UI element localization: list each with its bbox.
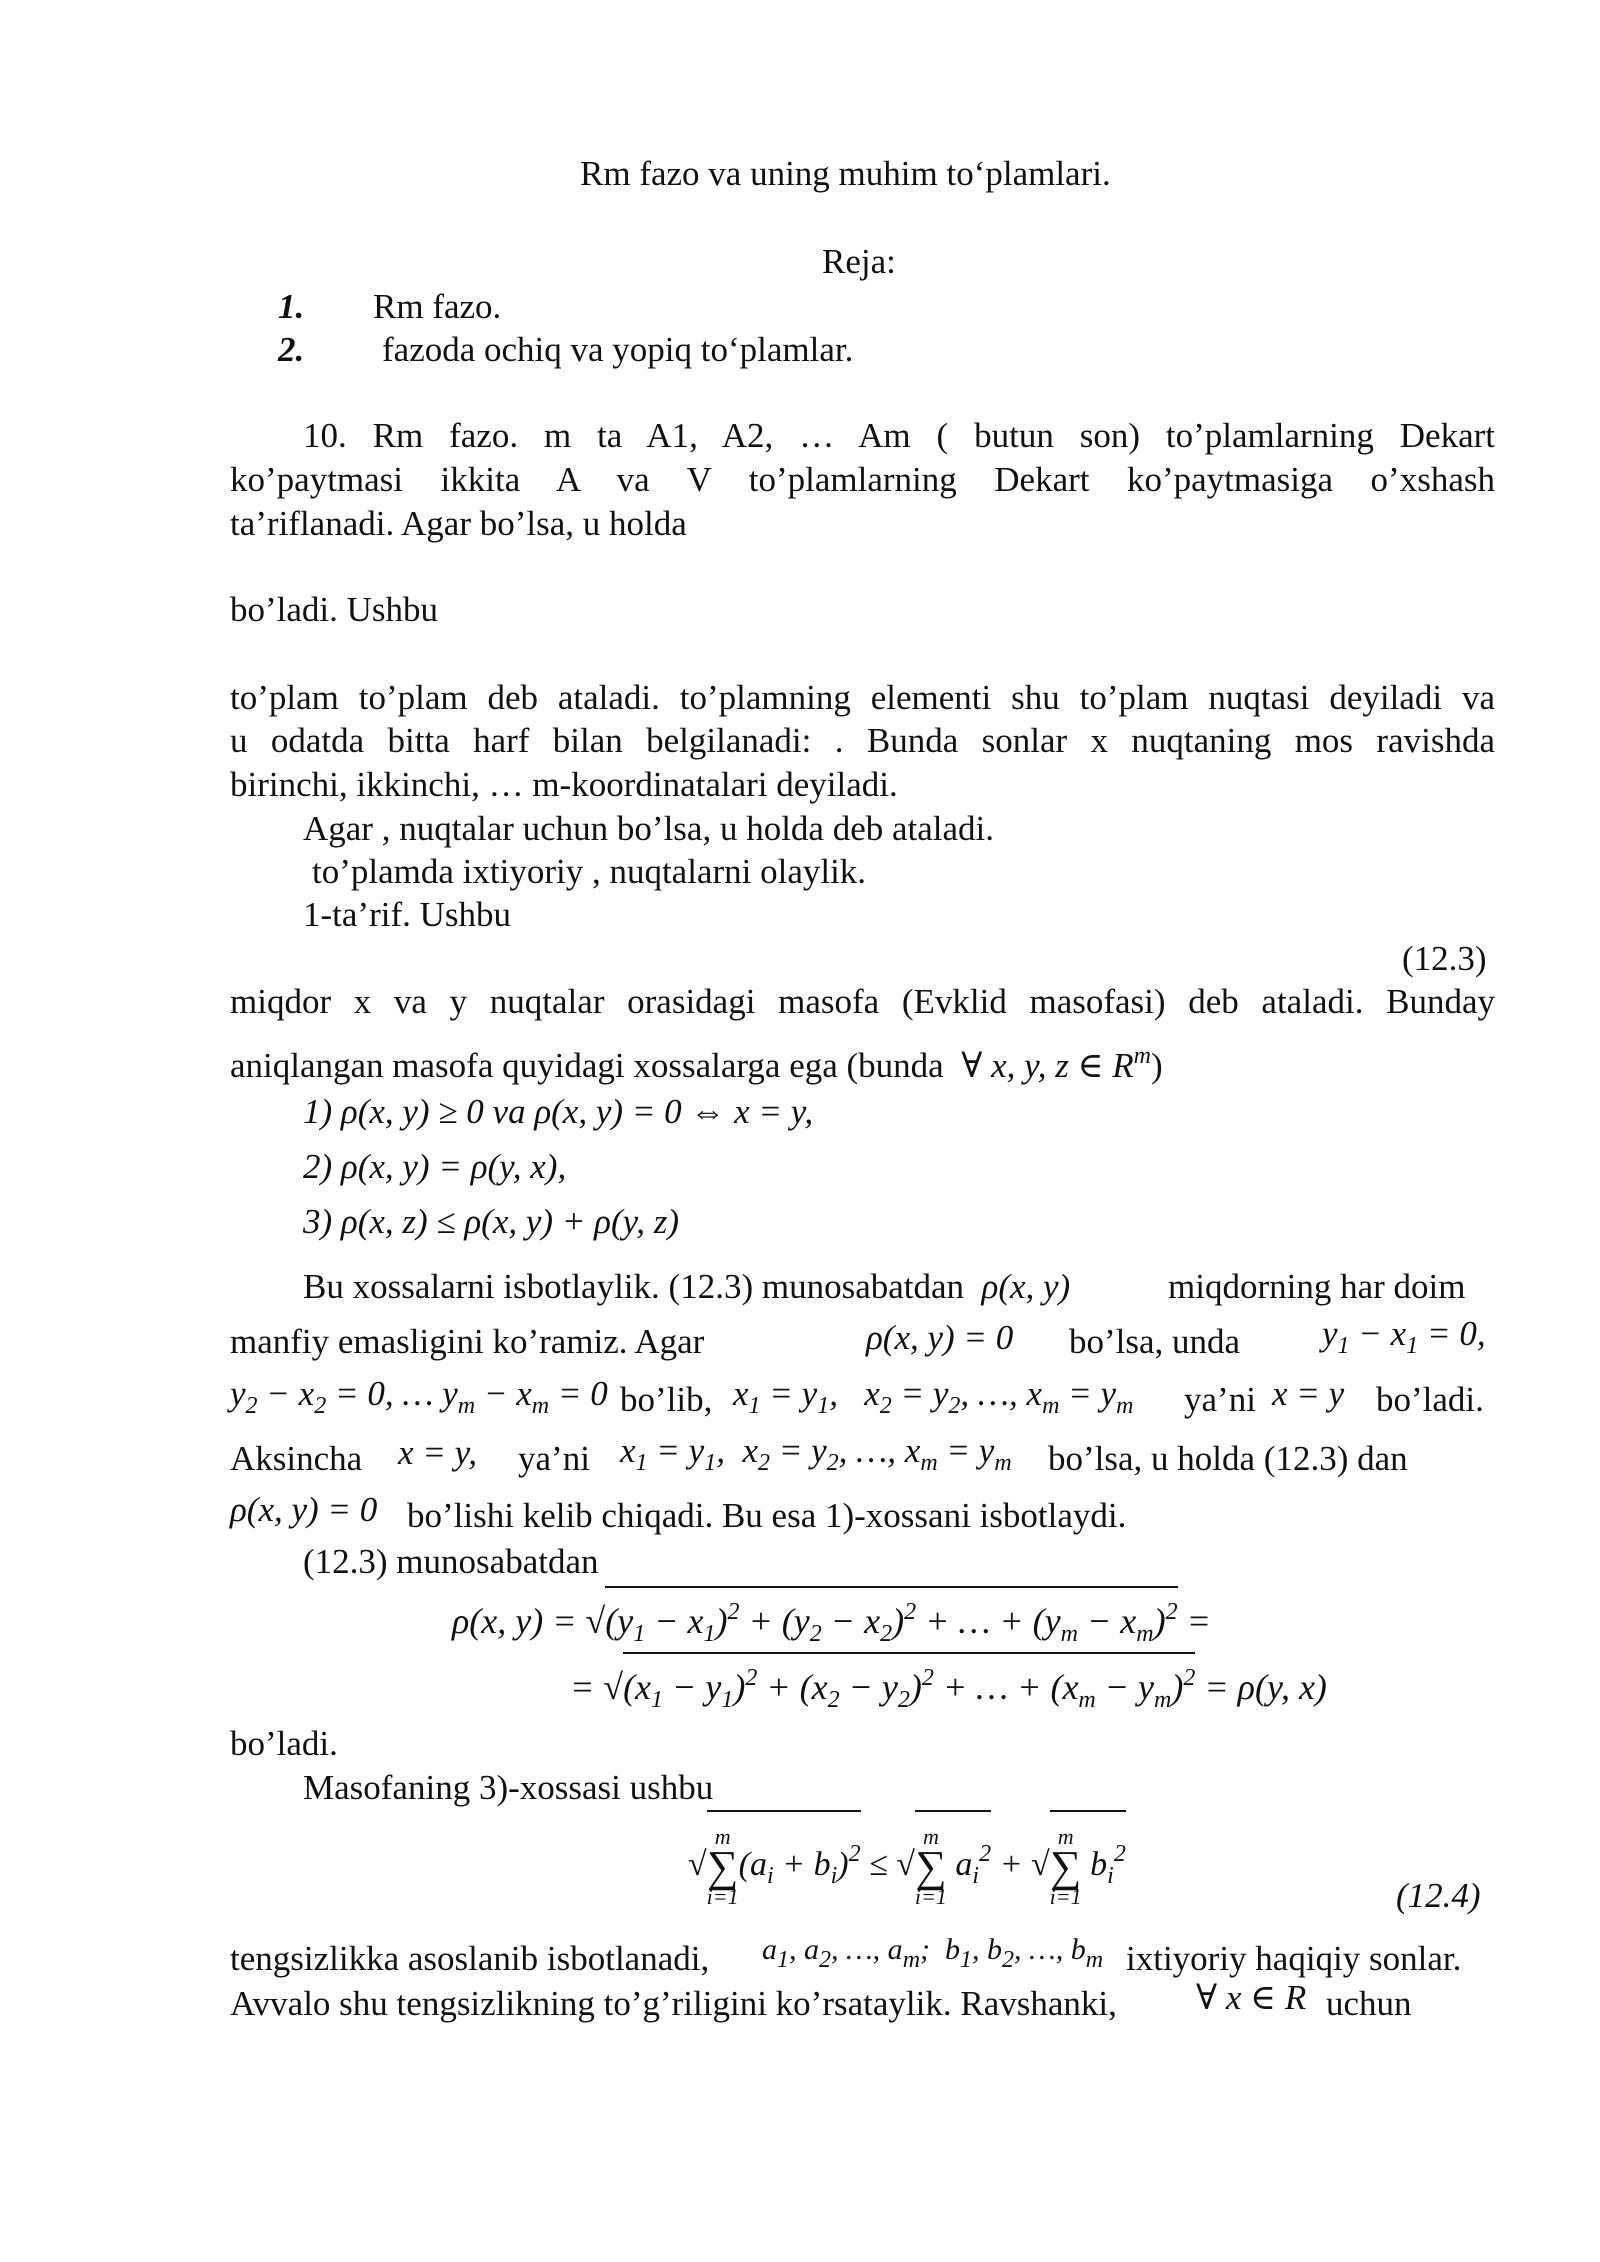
math-inline: ∀ x ∈ R	[1196, 1978, 1307, 2017]
paragraph-line: u odatda bitta harf bilan belgilanadi: . Bunda sonlar x nuqtaning mos ravishda	[230, 721, 1495, 760]
paragraph-line: Aksincha	[230, 1439, 363, 1478]
paragraph-line: uchun	[1326, 1984, 1412, 2023]
paragraph-line: Avvalo shu tengsizlikning to’g’riligini ko’rsataylik. Ravshanki,	[230, 1984, 1117, 2023]
paragraph-line: bo’ladi.	[1376, 1380, 1484, 1419]
math-inline: $a_1$, $a_2$, …, $a_m$; $b_1$, $b_2$, …, $b_m$	[762, 1933, 1104, 1973]
paragraph-line: bo’lib,	[620, 1380, 713, 1419]
paragraph-line: bo’ladi.	[230, 1724, 338, 1763]
paragraph-line: to’plam to’plam deb ataladi. to’plamning elementi shu to’plam nuqtasi deyiladi va	[230, 678, 1495, 717]
math-inline: $y_2 - x_2 = 0$, … $y_m - x_m = 0$	[230, 1374, 608, 1419]
paragraph-line: tengsizlikka asoslanib isbotlanadi,	[230, 1939, 710, 1978]
math-inline: ρ(x, y) = 0	[866, 1318, 1014, 1357]
display-equation: = $√(x_1 - y_1)^2 + (x_2 - y_2)^2$ + … + $(x_m - y_m)^2 = \rho(y$, x)	[570, 1652, 1327, 1722]
math-inline: ρ(x, y) = 0	[230, 1490, 378, 1529]
paragraph-line: to’plamda ixtiyoriy , nuqtalarni olaylik.	[312, 852, 867, 891]
math-inline: x = y	[1272, 1374, 1345, 1413]
paragraph-line: ko’paytmasi ikkita A va V to’plamlarning Dekart ko’paytmasiga o’xshash	[230, 460, 1495, 499]
document-title: Rm fazo va uning muhim to‘plamlari.	[580, 154, 1111, 193]
proof-text: Bu xossalarni isbotlaylik. (12.3) munosabatdan	[303, 1267, 965, 1306]
paragraph-line: aniqlangan masofa quyidagi xossalarga ega (bunda ∀ x, y, z ∈ $R^m$)	[230, 1043, 1163, 1085]
property-2: 2) ρ(x, y) = ρ(y, x),	[303, 1147, 567, 1186]
display-inequality: √ m ∑ i=1 $(a_i + b_i)^2$ ≤ √ m ∑ i=1 $a_i^2$ + √ m ∑ i=1 $b_i^2$	[688, 1810, 1126, 1916]
paragraph-line: bo’lsa, u holda (12.3) dan	[1048, 1439, 1408, 1478]
equation-number: (12.3)	[1402, 939, 1487, 978]
definition-text: miqdor x va y nuqtalar orasidagi masofa (Evklid masofasi) deb ataladi. Bunday	[230, 982, 1495, 1021]
plan-item-text: fazoda ochiq va yopiq to‘plamlar.	[382, 330, 854, 369]
paragraph-line: ya’ni	[518, 1439, 590, 1478]
paragraph-line: (12.3) munosabatdan	[303, 1542, 599, 1581]
paragraph-line: 10. Rm fazo. m ta A1, A2, … Am ( butun son) to’plamlarning Dekart	[303, 416, 1495, 455]
paragraph-line: 1-ta’rif. Ushbu	[303, 895, 512, 934]
definition-text: aniqlangan masofa quyidagi xossalarga ega (bunda	[230, 1046, 944, 1085]
plan-item-text: Rm fazo.	[373, 287, 502, 326]
paragraph-line: miqdorning har doim	[1168, 1267, 1466, 1306]
plan-item-number: 1.	[278, 287, 305, 326]
math-inline: $x_1 = y_1$, $x_2 = y_2$, …, $x_m = y_m$	[620, 1431, 1012, 1476]
paragraph-line: Masofaning 3)-xossasi ushbu	[303, 1768, 714, 1807]
paragraph-line: bo’ladi. Ushbu	[230, 590, 439, 629]
paragraph-line	[303, 1265, 1079, 1309]
math-inline: ∀ x, y, z ∈ $R^m$	[952, 1043, 1151, 1085]
property-1: 1) ρ(x, y) ≥ 0 va ρ(x, y) = 0 ⇔ x = y,	[303, 1092, 814, 1131]
paragraph-line: birinchi, ikkinchi, … m-koordinatalari deyiladi.	[230, 765, 898, 804]
paragraph-line: bo’lishi kelib chiqadi. Bu esa 1)-xossani isbotlaydi.	[407, 1496, 1127, 1535]
display-equation: ρ(x, $y) = √(y_1 - x_1)^2 + (y_2 - x_2)^2$ + … + $(y_m - x_m)^2$ =	[452, 1586, 1211, 1656]
paragraph-line	[230, 980, 1495, 1024]
equation-number: (12.4)	[1396, 1876, 1481, 1915]
paragraph-line: ixtiyoriy haqiqiy sonlar.	[1126, 1939, 1462, 1978]
property-3: 3) ρ(x, z) ≤ ρ(x, y) + ρ(y, z)	[303, 1202, 680, 1241]
plan-heading: Reja:	[822, 242, 896, 281]
paragraph-line: Agar , nuqtalar uchun bo’lsa, u holda deb ataladi.	[303, 809, 995, 848]
paragraph-line: bo’lsa, unda	[1069, 1322, 1241, 1361]
math-inline: x = y,	[398, 1433, 478, 1472]
paragraph-line: ta’riflanadi. Agar bo’lsa, u holda	[230, 504, 687, 543]
math-inline: ρ(x, y)	[972, 1267, 1079, 1306]
paragraph-line: manfiy emasligini ko’ramiz. Agar	[230, 1322, 705, 1361]
paragraph-line: ya’ni	[1184, 1380, 1256, 1419]
math-inline: $x_1 = y_1$, $x_2 = y_2$, …, $x_m = y_m$	[733, 1374, 1134, 1419]
plan-item-number: 2.	[278, 330, 305, 369]
math-inline: $y_1 - x_1 = 0$,	[1322, 1314, 1486, 1359]
